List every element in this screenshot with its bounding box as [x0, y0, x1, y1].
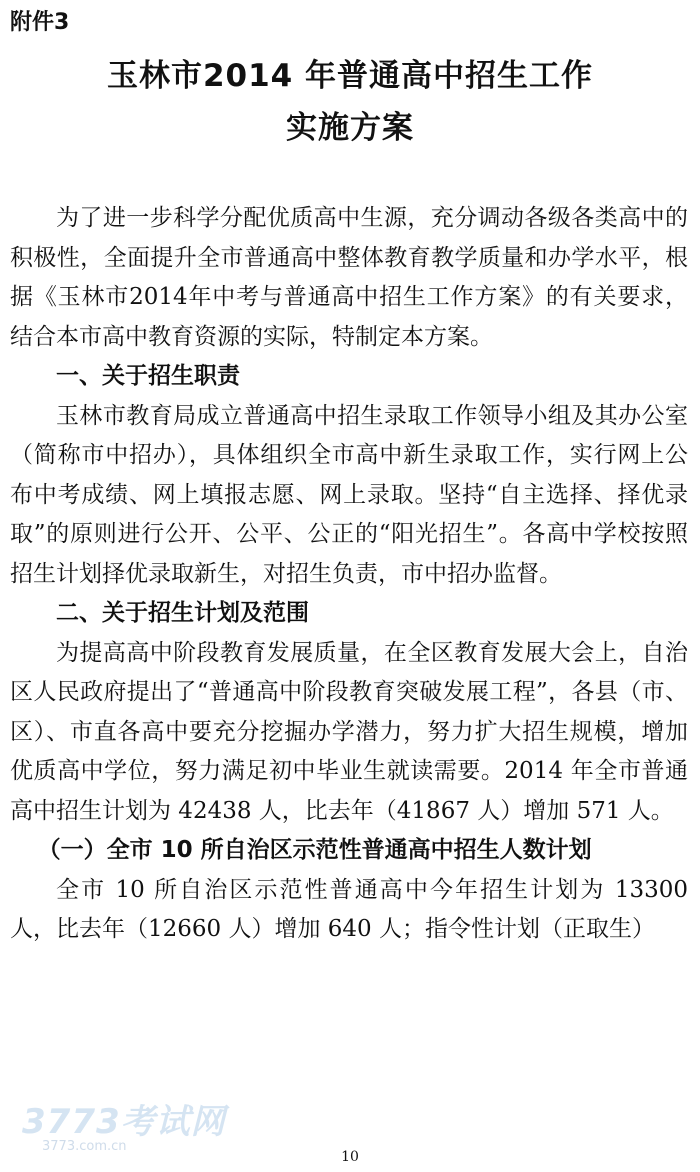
subsection1-heading: （一）全市 10 所自治区示范性普通高中招生人数计划 — [37, 837, 592, 863]
watermark-url: 3773.com.cn — [42, 1139, 127, 1154]
page-number: 10 — [341, 1149, 359, 1165]
section1-paragraph: 玉林市教育局成立普通高中招生录取工作领导小组及其办公室（简称市中招办），具体组织全市高中新生录取工作，实行网上公布中考成绩、网上填报志愿、网上录取。坚持“自主选择、择优录取”的原则进行公开、公平、公正的“阳光招生”。各高中学校按照招生计划择优录取新生，对招生负责，市中招办监督。 — [10, 402, 688, 587]
document-title-line2: 实施方案 — [286, 110, 414, 146]
section1-heading: 一、关于招生职责 — [56, 363, 240, 389]
annex-label: 附件3 — [10, 10, 70, 35]
section2-heading: 二、关于招生计划及范围 — [56, 600, 309, 626]
section2-paragraph: 为提高高中阶段教育发展质量，在全区教育发展大会上，自治区人民政府提出了“普通高中阶段教育突破发展工程”，各县（市、区）、市直各高中要充分挖掘办学潜力，努力扩大招生规模，增加优质高中学位，努力满足初中毕业生就读需要。2014 年全市普通高中招生计划为 42438 人，比去年（41867 人）增加 571 人。 — [10, 639, 688, 824]
document-title-line1: 玉林市2014 年普通高中招生工作 — [106, 58, 594, 94]
document-body — [10, 199, 688, 950]
watermark — [22, 1104, 226, 1154]
watermark-logo: 3773考试网 — [22, 1102, 226, 1142]
subsection1-paragraph: 全市 10 所自治区示范性普通高中今年招生计划为 13300 人，比去年（12660 人）增加 640 人；指令性计划（正取生） — [10, 876, 688, 942]
intro-paragraph: 为了进一步科学分配优质高中生源，充分调动各级各类高中的积极性，全面提升全市普通高中整体教育教学质量和办学水平，根据《玉林市2014年中考与普通高中招生工作方案》的有关要求，结合本市高中教育资源的实际，特制定本方案。 — [10, 205, 688, 350]
